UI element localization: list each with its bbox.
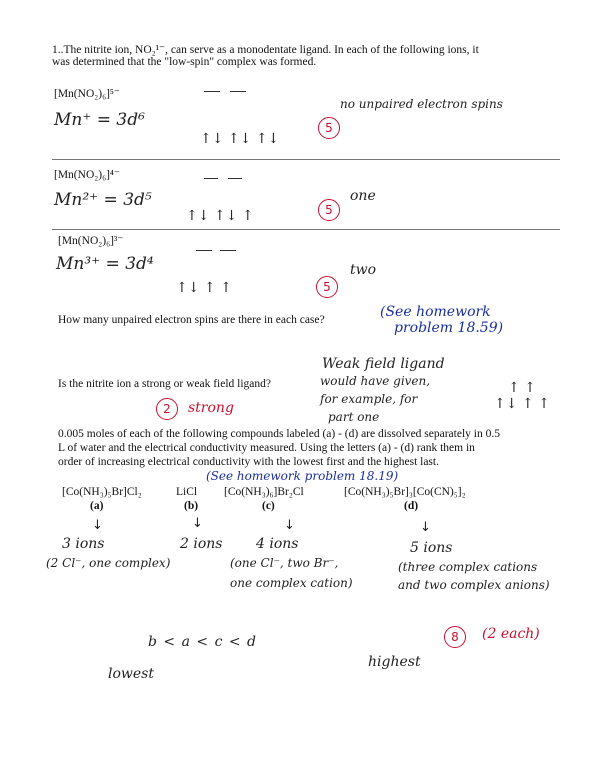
blank-dash [196, 250, 212, 251]
compound-a-formula: [Co(NH₃)₅Br]Cl₂ [62, 486, 142, 498]
down-arrow-icon: ↓ [92, 518, 103, 533]
conductivity-homework-note: (See homework problem 18.19) [206, 469, 399, 483]
ion-2-answer: one [350, 188, 376, 204]
weak-field-note-line-1: Weak field ligand [322, 356, 445, 372]
highest-label: highest [368, 654, 421, 670]
blank-dash [230, 91, 246, 92]
blank-dash [228, 178, 242, 179]
compound-c-detail-2: one complex cation) [230, 576, 353, 590]
homework-note-line-2: problem 18.59) [394, 320, 504, 336]
compound-d-detail-2: and two complex anions) [398, 578, 550, 592]
weak-field-note-line-2: would have given, [320, 374, 431, 388]
ion-3-formula: [Mn(NO₂)₆]³⁻ [58, 235, 124, 247]
divider [52, 159, 560, 160]
divider [52, 229, 560, 230]
conductivity-question-line-3: order of increasing electrical conductivity with the lowest first and the highest last. [58, 456, 439, 468]
ion-3-configuration: Mn³⁺ = 3d⁴ [56, 254, 154, 274]
homework-note-line-1: (See homework [380, 304, 491, 320]
ion-1-score: 5 [318, 117, 340, 139]
ion-1-configuration: Mn⁺ = 3d⁶ [54, 110, 145, 130]
blank-dash [204, 178, 218, 179]
field-strength-answer: strong [188, 400, 234, 416]
compound-c-formula: [Co(NH₃)₆]Br₂Cl [224, 486, 304, 498]
weak-field-spins-bottom: ↑↓ ↑ ↑ [494, 396, 550, 412]
ion-2-formula: [Mn(NO₂)₆]⁴⁻ [54, 169, 121, 181]
ion-3-answer: two [350, 262, 377, 278]
compound-b-ions: 2 ions [180, 536, 223, 552]
weak-field-note-line-4: part one [328, 410, 380, 424]
question-1-line-1: 1..The nitrite ion, NO₂¹⁻, can serve as a monodentate ligand. In each of the following ions, it [52, 44, 479, 56]
ion-1-formula: [Mn(NO₂)₆]⁵⁻ [54, 88, 121, 100]
ion-2-configuration: Mn²⁺ = 3d⁵ [54, 190, 152, 210]
compound-b-formula: LiCl [176, 486, 198, 498]
ion-3-spin-diagram: ↑↓ ↑ ↑ [176, 280, 232, 296]
compound-d-letter: (d) [404, 500, 419, 512]
weak-field-note-line-3: for example, for [320, 392, 418, 406]
field-strength-question: Is the nitrite ion a strong or weak field ligand? [58, 378, 272, 390]
field-strength-score: 2 [156, 398, 178, 420]
compound-c-letter: (c) [262, 500, 275, 512]
compound-b-letter: (b) [184, 500, 199, 512]
conductivity-question-line-1: 0.005 moles of each of the following compounds labeled (a) - (d) are dissolved separately in 0.5 [58, 428, 500, 440]
compound-c-ions: 4 ions [256, 536, 299, 552]
ion-3-score: 5 [316, 276, 338, 298]
compound-d-detail-1: (three complex cations [398, 560, 538, 574]
conductivity-score: 8 [444, 626, 466, 648]
ion-2-score: 5 [318, 199, 340, 221]
conductivity-question-line-2: L of water and the electrical conductivity measured. Using the letters (a) - (d) rank them in [58, 442, 475, 454]
blank-dash [204, 91, 220, 92]
compound-c-detail-1: (one Cl⁻, two Br⁻, [230, 556, 339, 570]
weak-field-spins-top: ↑ ↑ [508, 380, 536, 396]
question-1-line-2: was determined that the "low-spin" complex was formed. [52, 56, 317, 68]
ion-1-answer: no unpaired electron spins [340, 97, 503, 111]
compound-a-ions: 3 ions [62, 536, 105, 552]
unpaired-spins-question: How many unpaired electron spins are there in each case? [58, 314, 325, 326]
ion-2-spin-diagram: ↑↓ ↑↓ ↑ [186, 208, 254, 224]
blank-dash [220, 250, 236, 251]
ion-1-spin-diagram: ↑↓ ↑↓ ↑↓ [200, 131, 280, 147]
conductivity-score-note: (2 each) [482, 626, 540, 642]
lowest-label: lowest [108, 666, 154, 682]
compound-a-detail: (2 Cl⁻, one complex) [46, 556, 171, 570]
down-arrow-icon: ↓ [192, 516, 203, 531]
compound-d-formula: [Co(NH₃)₅Br]₃[Co(CN)₅]₂ [344, 486, 466, 498]
compound-d-ions: 5 ions [410, 540, 453, 556]
compound-a-letter: (a) [90, 500, 104, 512]
down-arrow-icon: ↓ [420, 520, 431, 535]
conductivity-ranking: b < a < c < d [148, 634, 258, 650]
down-arrow-icon: ↓ [284, 518, 295, 533]
